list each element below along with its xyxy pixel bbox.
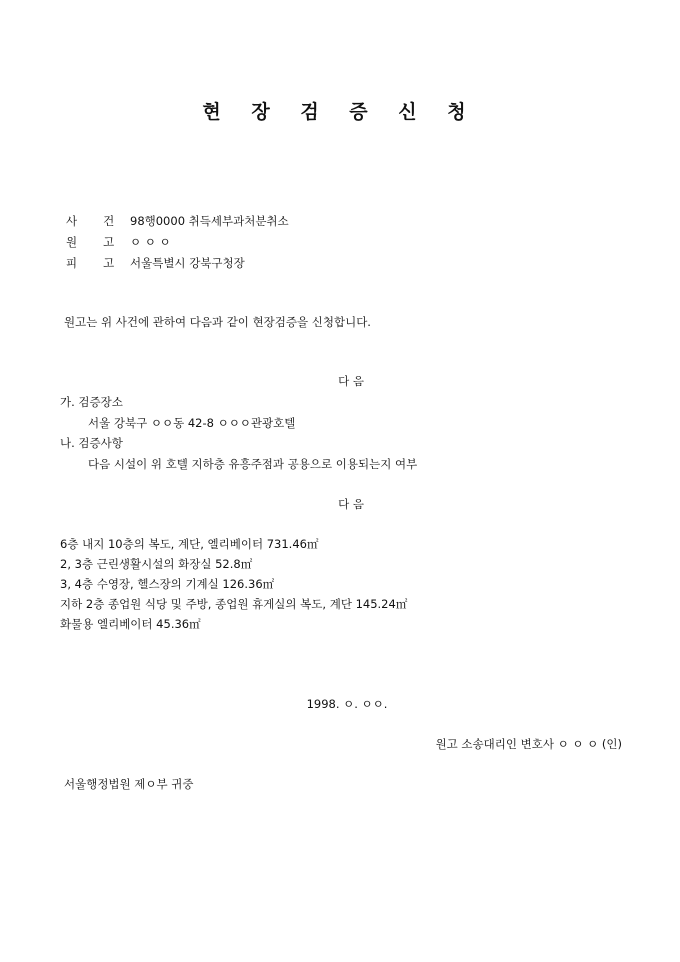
addressee: 서울행정법원 제ㅇ부 귀중 (64, 777, 194, 791)
case-row-defendant (66, 256, 245, 270)
list-item: 3, 4층 수영장, 헬스장의 기계실 126.36㎡ (60, 577, 275, 591)
case-row-case (66, 214, 289, 228)
section-na-body: 다음 시설이 위 호텔 지하층 유흥주점과 공용으로 이용되는지 여부 (88, 457, 418, 471)
case-row-plaintiff (66, 235, 171, 249)
case-value: 98행0000 취득세부과처분취소 (130, 214, 289, 228)
section-ga-title: 가. 검증장소 (60, 395, 123, 409)
intro-paragraph: 원고는 위 사건에 관하여 다음과 같이 현장검증을 신청합니다. (64, 315, 371, 329)
document-title: 현 장 검 증 신 청 (202, 101, 478, 123)
section-ga-body: 서울 강북구 ㅇㅇ동 42-8 ㅇㅇㅇ관광호텔 (88, 416, 296, 430)
heading-da-eum-1: 다 음 (338, 374, 364, 388)
plaintiff-label-a: 원 (66, 235, 78, 249)
list-item: 화물용 엘리베이터 45.36㎡ (60, 617, 201, 631)
signature-line: 원고 소송대리인 변호사 ㅇ ㅇ ㅇ (인) (435, 737, 622, 751)
case-label-a: 사 (66, 214, 78, 228)
defendant-label-a: 피 (66, 256, 78, 270)
defendant-label-b: 고 (103, 256, 115, 270)
plaintiff-label-b: 고 (103, 235, 115, 249)
case-label-b: 건 (103, 214, 115, 228)
plaintiff-value: ㅇ ㅇ ㅇ (130, 235, 171, 249)
defendant-value: 서울특별시 강북구청장 (130, 256, 245, 270)
heading-da-eum-2: 다 음 (338, 497, 364, 511)
list-item: 6층 내지 10층의 복도, 계단, 엘리베이터 731.46㎡ (60, 537, 319, 551)
section-na-title: 나. 검증사항 (60, 436, 123, 450)
list-item: 2, 3층 근린생활시설의 화장실 52.8㎡ (60, 557, 253, 571)
document-date: 1998. ㅇ. ㅇㅇ. (306, 697, 388, 711)
list-item: 지하 2층 종업원 식당 및 주방, 종업원 휴게실의 복도, 계단 145.24㎡ (60, 597, 408, 611)
